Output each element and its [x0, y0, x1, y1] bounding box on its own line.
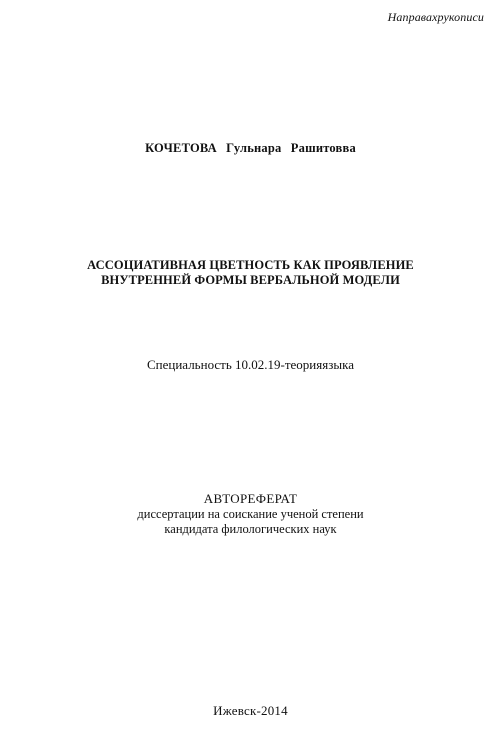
rights-note: Направахрукописи [387, 10, 484, 24]
abstract-type: АВТОРЕФЕРАТ [203, 491, 298, 506]
author-name [0, 141, 501, 156]
author-patronymic: Рашитовва [290, 141, 356, 155]
title-line-2: ВНУТРЕННЕЙ ФОРМЫ ВЕРБАЛЬНОЙ МОДЕЛИ [101, 273, 400, 287]
city-year: Ижевск-2014 [213, 703, 288, 718]
abstract-description-line-1: диссертации на соискание ученой степени [137, 507, 364, 521]
author-first-name: Гульнара [226, 141, 282, 155]
title-line-1: АССОЦИАТИВНАЯ ЦВЕТНОСТЬ КАК ПРОЯВЛЕНИЕ [87, 258, 414, 272]
dissertation-title [20, 258, 481, 288]
specialty: Специальность 10.02.19-теорияязыка [147, 357, 354, 372]
abstract-block [0, 491, 501, 537]
abstract-description-line-2: кандидата филологических наук [164, 522, 337, 536]
author-surname: КОЧЕТОВА [145, 141, 217, 155]
